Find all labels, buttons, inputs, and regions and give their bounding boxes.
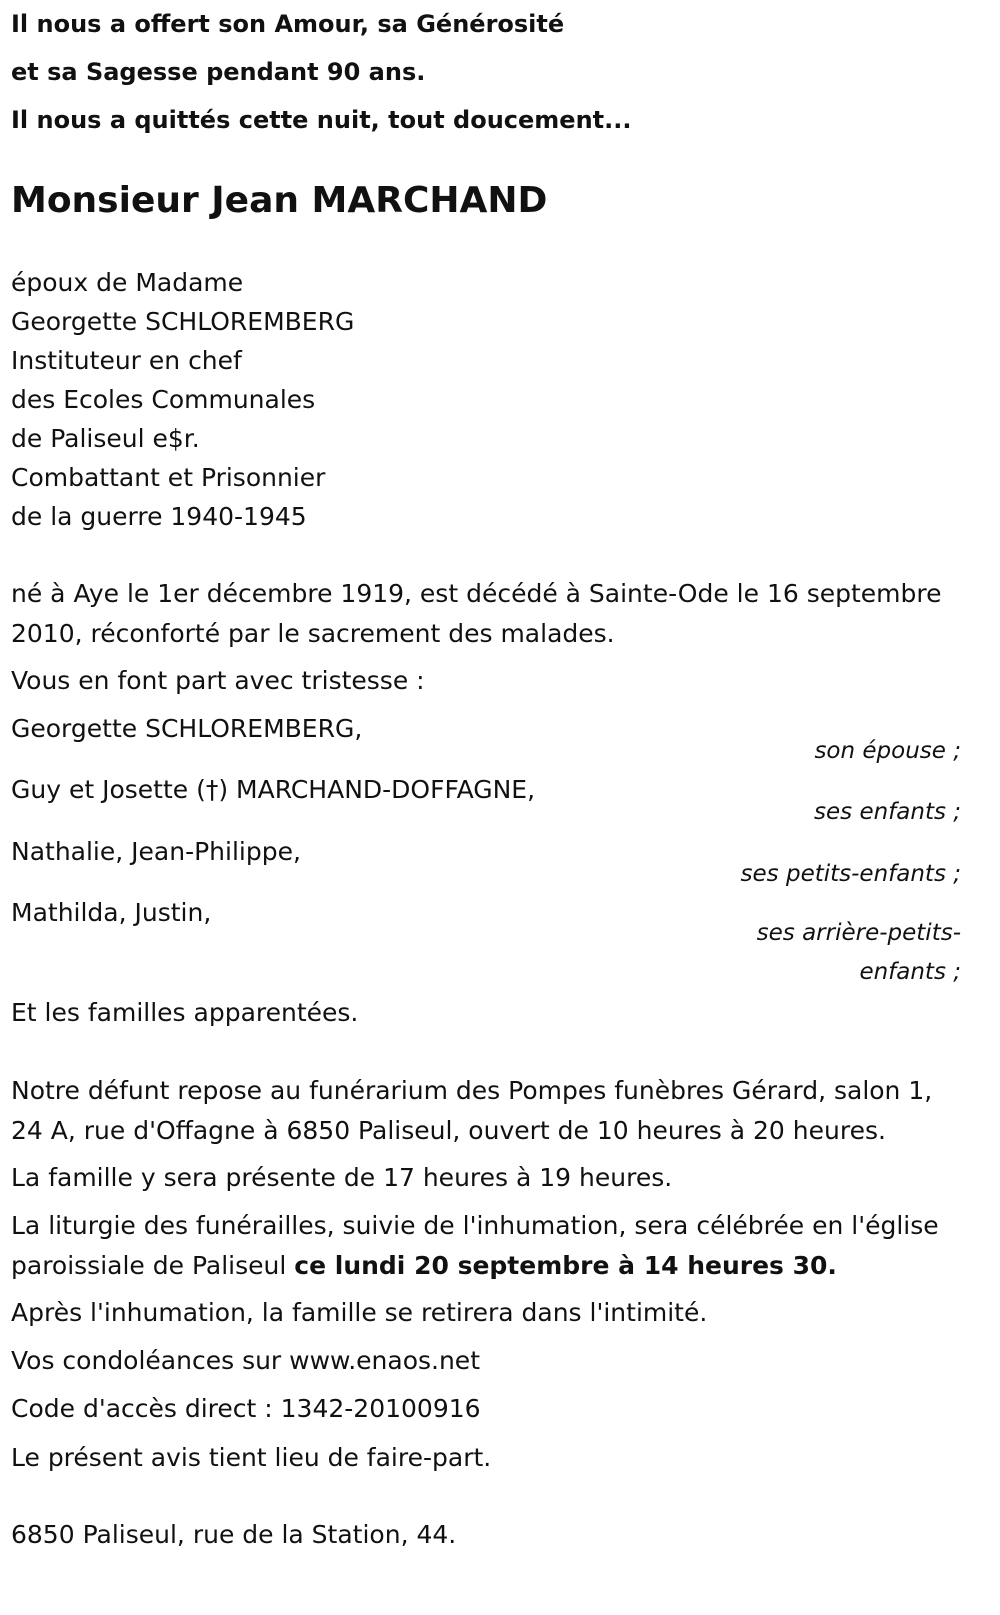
- liturgy-paragraph: [11, 1206, 971, 1286]
- bio-line: de Paliseul e$r.: [11, 424, 200, 453]
- address: 6850 Paliseul, rue de la Station, 44.: [11, 1520, 457, 1549]
- intro-line-1: Il nous a offert son Amour, sa Générosité: [11, 10, 565, 38]
- birth-death-paragraph: né à Aye le 1er décembre 1919, est décédé à Sainte-Ode le 16 septembre 2010, réconforté par le sacrement des malades.: [11, 579, 942, 648]
- bio-line: époux de Madame: [11, 268, 244, 297]
- family-member-relation: ses petits-enfants ;: [740, 861, 961, 887]
- condolences-link: Vos condoléances sur www.enaos.net: [11, 1346, 480, 1375]
- bio-line: de la guerre 1940-1945: [11, 502, 307, 531]
- access-code: Code d'accès direct : 1342-20100916: [11, 1394, 481, 1423]
- family-presence: La famille y sera présente de 17 heures à 19 heures.: [11, 1163, 673, 1192]
- bio-line: Georgette SCHLOREMBERG: [11, 307, 355, 336]
- family-member-relation: ses arrière-petits-enfants ;: [756, 920, 961, 985]
- liturgy-text: La liturgie des funérailles, suivie de l'inhumation, sera célébrée en l'église paroissiale de Paliseul: [11, 1211, 939, 1280]
- liturgy-date-time: ce lundi 20 septembre à 14 heures 30.: [294, 1251, 837, 1280]
- rest-location-paragraph: Notre défunt repose au funérarium des Pompes funèbres Gérard, salon 1, 24 A, rue d'Offagne à 6850 Paliseul, ouvert de 10 heures à 20 heures.: [11, 1076, 933, 1145]
- family-member-names: Mathilda, Justin,: [11, 898, 212, 927]
- family-member-names: Guy et Josette (†) MARCHAND-DOFFAGNE,: [11, 775, 536, 804]
- families-related: Et les familles apparentées.: [11, 998, 359, 1027]
- intro-line-2: et sa Sagesse pendant 90 ans.: [11, 58, 426, 86]
- bio-line: Combattant et Prisonnier: [11, 463, 326, 492]
- deceased-name: Monsieur Jean MARCHAND: [11, 180, 548, 221]
- notice-statement: Le présent avis tient lieu de faire-part.: [11, 1443, 492, 1472]
- family-member-relation: ses enfants ;: [814, 799, 961, 825]
- after-burial: Après l'inhumation, la famille se retirera dans l'intimité.: [11, 1298, 708, 1327]
- family-member-names: Georgette SCHLOREMBERG,: [11, 714, 363, 743]
- family-member-relation: son épouse ;: [814, 738, 961, 764]
- announce-intro: Vous en font part avec tristesse :: [11, 666, 425, 695]
- bio-line: Instituteur en chef: [11, 346, 242, 375]
- family-member-names: Nathalie, Jean-Philippe,: [11, 837, 301, 866]
- intro-line-3: Il nous a quittés cette nuit, tout doucement...: [11, 106, 632, 134]
- bio-line: des Ecoles Communales: [11, 385, 316, 414]
